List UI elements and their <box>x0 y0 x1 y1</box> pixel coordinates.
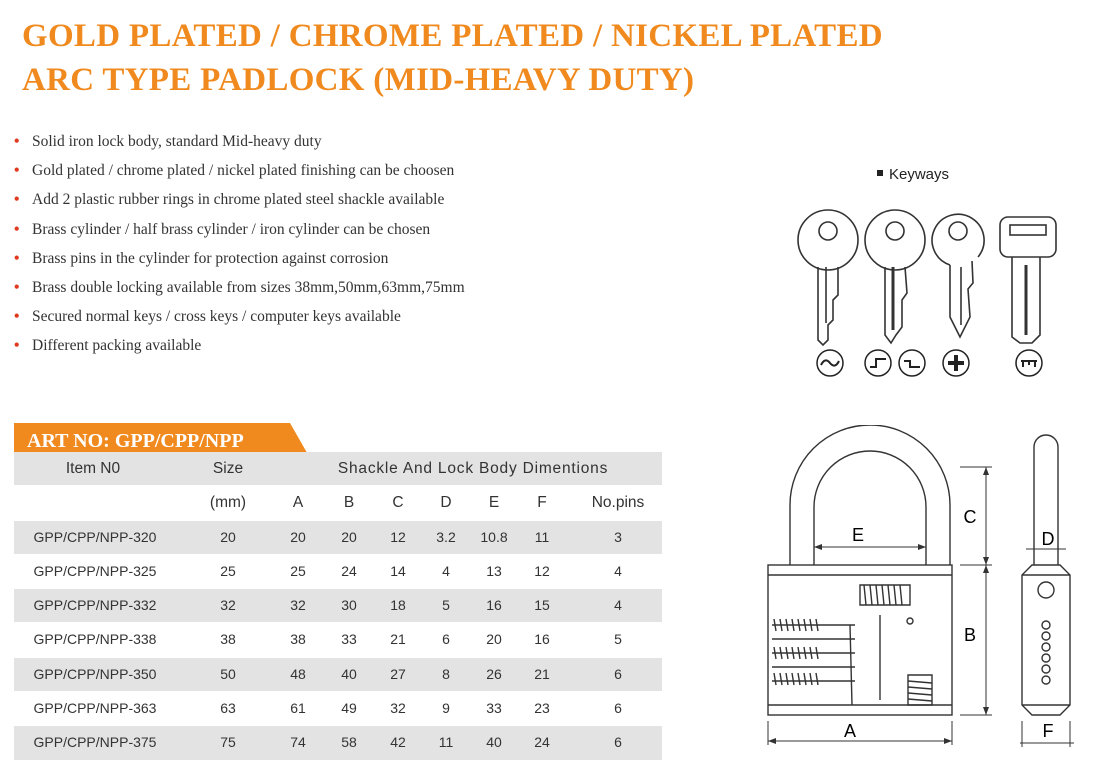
cell-f: 15 <box>534 597 550 614</box>
table-row <box>14 555 662 589</box>
cell-a: 74 <box>290 734 306 751</box>
cell-c: 27 <box>390 665 406 682</box>
cell-e: 20 <box>486 631 502 648</box>
dim-label-e: E <box>851 525 865 545</box>
cell-e: 13 <box>486 562 502 579</box>
cell-d: 9 <box>442 700 450 717</box>
header-d: D <box>440 494 452 512</box>
cell-item: GPP/CPP/NPP-332 <box>33 597 157 614</box>
cell-size: 63 <box>220 700 236 717</box>
feature-item: • Secured normal keys / cross keys / computer keys available <box>14 308 401 326</box>
cell-a: 32 <box>290 597 306 614</box>
bullet-icon: • <box>14 162 20 180</box>
computer-key-icon <box>1000 217 1056 343</box>
padlock-side-drawing <box>1012 425 1087 755</box>
cell-pins: 6 <box>614 700 622 717</box>
table-row <box>14 521 662 555</box>
cell-pins: 4 <box>614 562 622 579</box>
bullet-icon: • <box>14 308 20 326</box>
cell-e: 40 <box>486 734 502 751</box>
header-a: A <box>292 494 304 512</box>
cell-pins: 5 <box>614 631 622 648</box>
header-mm: (mm) <box>209 494 247 512</box>
cell-size: 75 <box>220 734 236 751</box>
cell-a: 25 <box>290 562 306 579</box>
cell-pins: 3 <box>614 528 622 545</box>
art-no-banner: ART NO: GPP/CPP/NPP <box>27 430 244 452</box>
bullet-icon: • <box>14 220 20 238</box>
cell-c: 14 <box>390 562 406 579</box>
cell-size: 20 <box>220 528 236 545</box>
header-dimensions: Shackle And Lock Body Dimentions <box>337 460 609 477</box>
cross-key-icon <box>865 210 925 343</box>
cell-b: 49 <box>341 700 357 717</box>
table-row <box>14 623 662 657</box>
cell-c: 42 <box>390 734 406 751</box>
cell-f: 24 <box>534 734 550 751</box>
cell-item: GPP/CPP/NPP-338 <box>33 631 157 648</box>
header-item: Item N0 <box>65 460 121 477</box>
cell-d: 4 <box>442 562 450 579</box>
cell-e: 33 <box>486 700 502 717</box>
dim-label-b: B <box>963 625 977 645</box>
cell-a: 48 <box>290 665 306 682</box>
cell-d: 8 <box>442 665 450 682</box>
cell-b: 33 <box>341 631 357 648</box>
bullet-icon: • <box>14 133 20 150</box>
feature-item: • Gold plated / chrome plated / nickel plated finishing can be choosen <box>14 162 455 180</box>
cell-b: 20 <box>341 528 357 545</box>
cell-d: 11 <box>438 734 454 751</box>
square-bullet-icon <box>877 170 883 176</box>
cell-pins: 6 <box>614 665 622 682</box>
keyways-illustration <box>790 205 1060 380</box>
cell-b: 24 <box>341 562 357 579</box>
cell-f: 16 <box>534 631 550 648</box>
feature-list <box>14 132 465 366</box>
feature-item: • Add 2 plastic rubber rings in chrome plated steel shackle available <box>14 191 445 209</box>
feature-item: • Brass cylinder / half brass cylinder / iron cylinder can be chosen <box>14 220 431 238</box>
bullet-icon: • <box>14 191 20 209</box>
cell-c: 12 <box>390 528 406 545</box>
cell-a: 38 <box>290 631 306 648</box>
table-header-row <box>14 452 662 486</box>
table-row <box>14 726 662 760</box>
feature-item: • Brass double locking available from sizes 38mm,50mm,63mm,75mm <box>14 278 465 296</box>
cell-e: 10.8 <box>480 528 508 545</box>
cell-c: 32 <box>390 700 406 717</box>
feature-item: • Brass pins in the cylinder for protection against corrosion <box>14 249 389 267</box>
cell-item: GPP/CPP/NPP-320 <box>33 528 157 545</box>
padlock-front-drawing <box>760 425 1000 755</box>
cell-size: 25 <box>220 562 236 579</box>
header-pins: No.pins <box>591 494 645 512</box>
header-c: C <box>392 494 404 512</box>
table-row <box>14 589 662 623</box>
cell-b: 40 <box>341 665 357 682</box>
feature-item: • Different packing available <box>14 337 202 355</box>
dimple-key-icon <box>932 214 984 337</box>
title-line-1: GOLD PLATED / CHROME PLATED / NICKEL PLATED <box>22 18 883 54</box>
page-title <box>22 14 883 102</box>
feature-item: • Solid iron lock body, standard Mid-heavy duty <box>14 133 322 150</box>
cell-b: 30 <box>341 597 357 614</box>
cell-size: 32 <box>220 597 236 614</box>
cell-size: 50 <box>220 665 236 682</box>
cell-f: 11 <box>534 528 550 545</box>
cell-pins: 6 <box>614 734 622 751</box>
dim-label-f: F <box>1042 721 1054 741</box>
table-row <box>14 692 662 726</box>
dim-label-c: C <box>963 507 977 527</box>
cell-d: 6 <box>442 631 450 648</box>
cell-a: 20 <box>290 528 306 545</box>
dim-label-a: A <box>843 721 857 741</box>
header-e: E <box>488 494 500 512</box>
cell-c: 21 <box>390 631 406 648</box>
header-b: B <box>343 494 355 512</box>
cell-a: 61 <box>290 700 306 717</box>
dim-label-d: D <box>1041 529 1055 549</box>
cell-c: 18 <box>390 597 406 614</box>
cell-e: 26 <box>486 665 502 682</box>
cell-f: 12 <box>534 562 550 579</box>
header-f: F <box>537 494 547 512</box>
header-size: Size <box>212 460 244 477</box>
cell-item: GPP/CPP/NPP-325 <box>33 562 157 579</box>
spec-table <box>14 452 662 761</box>
table-subheader-row <box>14 486 662 520</box>
cell-item: GPP/CPP/NPP-375 <box>33 734 157 751</box>
cell-b: 58 <box>341 734 357 751</box>
bullet-icon: • <box>14 249 20 267</box>
title-line-2: ARC TYPE PADLOCK (MID-HEAVY DUTY) <box>22 62 695 98</box>
cell-d: 3.2 <box>436 528 456 545</box>
bullet-icon: • <box>14 337 20 355</box>
cell-item: GPP/CPP/NPP-363 <box>33 700 157 717</box>
cell-e: 16 <box>486 597 502 614</box>
cell-f: 21 <box>534 665 550 682</box>
normal-key-icon <box>798 210 858 345</box>
bullet-icon: • <box>14 278 20 296</box>
keyways-label: Keyways <box>877 166 949 183</box>
cell-d: 5 <box>442 597 450 614</box>
table-row <box>14 658 662 692</box>
cell-item: GPP/CPP/NPP-350 <box>33 665 157 682</box>
cell-pins: 4 <box>614 597 622 614</box>
cell-f: 23 <box>534 700 550 717</box>
cell-size: 38 <box>220 631 236 648</box>
